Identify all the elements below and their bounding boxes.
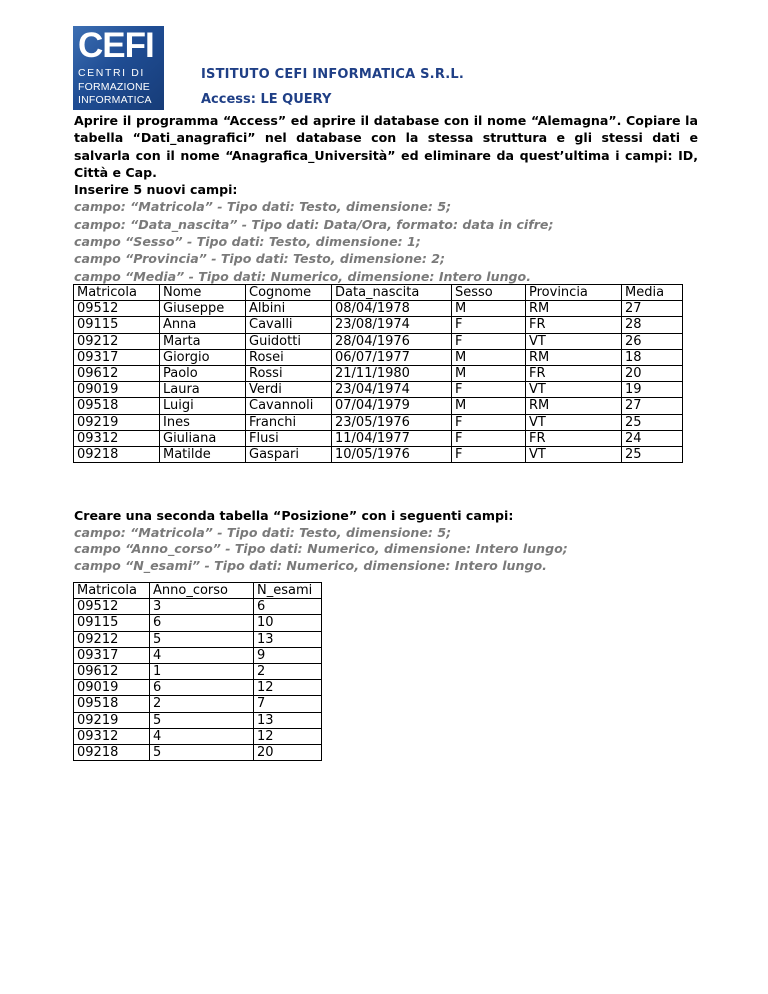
logo-line-3: INFORMATICA xyxy=(78,94,152,106)
table-cell: Rosei xyxy=(246,349,332,365)
table-cell: 12 xyxy=(254,728,322,744)
field-spec: campo “Sesso” - Tipo dati: Testo, dimensione: 1; xyxy=(74,234,421,250)
field-spec: campo: “Matricola” - Tipo dati: Testo, dimensione: 5; xyxy=(74,199,452,215)
table-cell: 23/05/1976 xyxy=(332,414,452,430)
table-cell: 5 xyxy=(150,631,254,647)
table-cell: 06/07/1977 xyxy=(332,349,452,365)
table-cell: Gaspari xyxy=(246,447,332,463)
table-cell: 09019 xyxy=(74,680,150,696)
table-cell: 6 xyxy=(150,680,254,696)
table-cell: Paolo xyxy=(160,366,246,382)
table-header-row xyxy=(74,285,683,301)
table-cell: 13 xyxy=(254,712,322,728)
table-row xyxy=(74,414,683,430)
table-cell: 13 xyxy=(254,631,322,647)
table-cell: 23/08/1974 xyxy=(332,317,452,333)
table-row xyxy=(74,398,683,414)
table-cell: 07/04/1979 xyxy=(332,398,452,414)
field-spec: campo “Media” - Tipo dati: Numerico, dimensione: Intero lungo. xyxy=(74,268,531,284)
table-cell: M xyxy=(452,349,526,365)
column-header: Sesso xyxy=(452,285,526,301)
table-cell: 4 xyxy=(150,647,254,663)
table-cell: 09115 xyxy=(74,615,150,631)
table-row xyxy=(74,680,322,696)
table-cell: Luigi xyxy=(160,398,246,414)
section-2-heading: Creare una seconda tabella “Posizione” con i seguenti campi: xyxy=(74,508,514,523)
table-cell: 09218 xyxy=(74,447,160,463)
table-cell: 09518 xyxy=(74,398,160,414)
table-cell: 20 xyxy=(622,366,683,382)
table-cell: 4 xyxy=(150,728,254,744)
fields-heading: Inserire 5 nuovi campi: xyxy=(74,182,238,198)
table-cell: Ines xyxy=(160,414,246,430)
table-row xyxy=(74,615,322,631)
anagrafica-table xyxy=(73,284,683,463)
table-row xyxy=(74,728,322,744)
table-cell: 09612 xyxy=(74,664,150,680)
table-header-row xyxy=(74,583,322,599)
logo-line-1: CENTRI DI xyxy=(78,67,145,79)
table-cell: FR xyxy=(526,317,622,333)
table-cell: RM xyxy=(526,349,622,365)
table-cell: VT xyxy=(526,414,622,430)
table-row xyxy=(74,664,322,680)
table-cell: 18 xyxy=(622,349,683,365)
table-cell: 2 xyxy=(150,696,254,712)
column-header: Matricola xyxy=(74,583,150,599)
table-cell: Cavalli xyxy=(246,317,332,333)
table-cell: RM xyxy=(526,398,622,414)
table-cell: 27 xyxy=(622,398,683,414)
table-cell: F xyxy=(452,382,526,398)
table-cell: 7 xyxy=(254,696,322,712)
table-cell: 3 xyxy=(150,599,254,615)
field-spec: campo: “Matricola” - Tipo dati: Testo, dimensione: 5; xyxy=(74,524,452,540)
table-cell: F xyxy=(452,447,526,463)
table-cell: FR xyxy=(526,366,622,382)
table-cell: Laura xyxy=(160,382,246,398)
logo-line-2: FORMAZIONE xyxy=(78,81,150,93)
table-cell: 09218 xyxy=(74,745,150,761)
table-cell: 6 xyxy=(254,599,322,615)
table-cell: 5 xyxy=(150,712,254,728)
table-cell: 28 xyxy=(622,317,683,333)
table-cell: M xyxy=(452,301,526,317)
column-header: Cognome xyxy=(246,285,332,301)
table-cell: Rossi xyxy=(246,366,332,382)
table-cell: 19 xyxy=(622,382,683,398)
table-cell: 09212 xyxy=(74,631,150,647)
table-cell: 10 xyxy=(254,615,322,631)
table-row xyxy=(74,366,683,382)
table-cell: Albini xyxy=(246,301,332,317)
table-cell: 5 xyxy=(150,745,254,761)
table-cell: 11/04/1977 xyxy=(332,430,452,446)
table-cell: RM xyxy=(526,301,622,317)
table-cell: M xyxy=(452,366,526,382)
table-row xyxy=(74,301,683,317)
table-cell: 09219 xyxy=(74,712,150,728)
table-row xyxy=(74,647,322,663)
table-cell: 09212 xyxy=(74,333,160,349)
table-cell: 28/04/1976 xyxy=(332,333,452,349)
table-cell: Cavannoli xyxy=(246,398,332,414)
table-cell: 09019 xyxy=(74,382,160,398)
table-cell: 2 xyxy=(254,664,322,680)
table-cell: Giuseppe xyxy=(160,301,246,317)
table-cell: 09612 xyxy=(74,366,160,382)
table-row xyxy=(74,333,683,349)
table-cell: 10/05/1976 xyxy=(332,447,452,463)
table-cell: 09317 xyxy=(74,647,150,663)
posizione-table xyxy=(73,582,322,761)
table-row xyxy=(74,745,322,761)
table-row xyxy=(74,430,683,446)
column-header: N_esami xyxy=(254,583,322,599)
section-2-instructions xyxy=(74,508,698,574)
column-header: Anno_corso xyxy=(150,583,254,599)
table-cell: 09518 xyxy=(74,696,150,712)
table-cell: 26 xyxy=(622,333,683,349)
table-cell: 1 xyxy=(150,664,254,680)
table-cell: Giorgio xyxy=(160,349,246,365)
table-cell: FR xyxy=(526,430,622,446)
table-cell: 6 xyxy=(150,615,254,631)
table-cell: 09312 xyxy=(74,728,150,744)
table-cell: 23/04/1974 xyxy=(332,382,452,398)
table-cell: F xyxy=(452,317,526,333)
column-header: Media xyxy=(622,285,683,301)
field-spec: campo: “Data_nascita” - Tipo dati: Data/Ora, formato: data in cifre; xyxy=(74,216,554,232)
table-cell: 09317 xyxy=(74,349,160,365)
table-cell: F xyxy=(452,333,526,349)
table-cell: VT xyxy=(526,333,622,349)
table-cell: Marta xyxy=(160,333,246,349)
table-cell: F xyxy=(452,414,526,430)
organization-name: ISTITUTO CEFI INFORMATICA S.R.L. xyxy=(201,67,465,82)
table-cell: 27 xyxy=(622,301,683,317)
table-cell: Matilde xyxy=(160,447,246,463)
table-cell: Flusi xyxy=(246,430,332,446)
table-cell: 09219 xyxy=(74,414,160,430)
table-cell: 09512 xyxy=(74,301,160,317)
table-row xyxy=(74,631,322,647)
section-1-instructions xyxy=(74,112,698,285)
table-row xyxy=(74,382,683,398)
field-spec: campo “Provincia” - Tipo dati: Testo, dimensione: 2; xyxy=(74,251,446,267)
table-cell: Franchi xyxy=(246,414,332,430)
document-subtitle: Access: LE QUERY xyxy=(201,92,332,107)
table-cell: 9 xyxy=(254,647,322,663)
table-row xyxy=(74,317,683,333)
table-cell: 12 xyxy=(254,680,322,696)
table-cell: VT xyxy=(526,382,622,398)
table-cell: F xyxy=(452,430,526,446)
table-row xyxy=(74,599,322,615)
logo-wordmark: CEFI xyxy=(78,26,154,65)
table-cell: M xyxy=(452,398,526,414)
table-cell: VT xyxy=(526,447,622,463)
table-cell: Verdi xyxy=(246,382,332,398)
field-spec: campo “N_esami” - Tipo dati: Numerico, dimensione: Intero lungo. xyxy=(74,557,547,573)
column-header: Data_nascita xyxy=(332,285,452,301)
table-cell: 09115 xyxy=(74,317,160,333)
column-header: Nome xyxy=(160,285,246,301)
cefi-logo xyxy=(73,26,164,110)
table-row xyxy=(74,349,683,365)
table-cell: 09512 xyxy=(74,599,150,615)
table-cell: 25 xyxy=(622,447,683,463)
table-cell: Giuliana xyxy=(160,430,246,446)
column-header: Provincia xyxy=(526,285,622,301)
table-cell: 20 xyxy=(254,745,322,761)
table-cell: 25 xyxy=(622,414,683,430)
intro-paragraph: Aprire il programma “Access” ed aprire il database con il nome “Alemagna”. Copiare la tabella “Dati_anagrafici” nel database con la stessa struttura e gli stessi dati e salvarla con il nome “Anagrafica_Università” ed eliminare da quest’ultima i campi: ID, Città e Cap. xyxy=(74,113,698,180)
table-cell: 21/11/1980 xyxy=(332,366,452,382)
field-spec: campo “Anno_corso” - Tipo dati: Numerico, dimensione: Intero lungo; xyxy=(74,541,568,556)
table-cell: Guidotti xyxy=(246,333,332,349)
table-cell: Anna xyxy=(160,317,246,333)
table-cell: 24 xyxy=(622,430,683,446)
column-header: Matricola xyxy=(74,285,160,301)
table-row xyxy=(74,447,683,463)
table-cell: 09312 xyxy=(74,430,160,446)
table-cell: 08/04/1978 xyxy=(332,301,452,317)
table-row xyxy=(74,696,322,712)
table-row xyxy=(74,712,322,728)
